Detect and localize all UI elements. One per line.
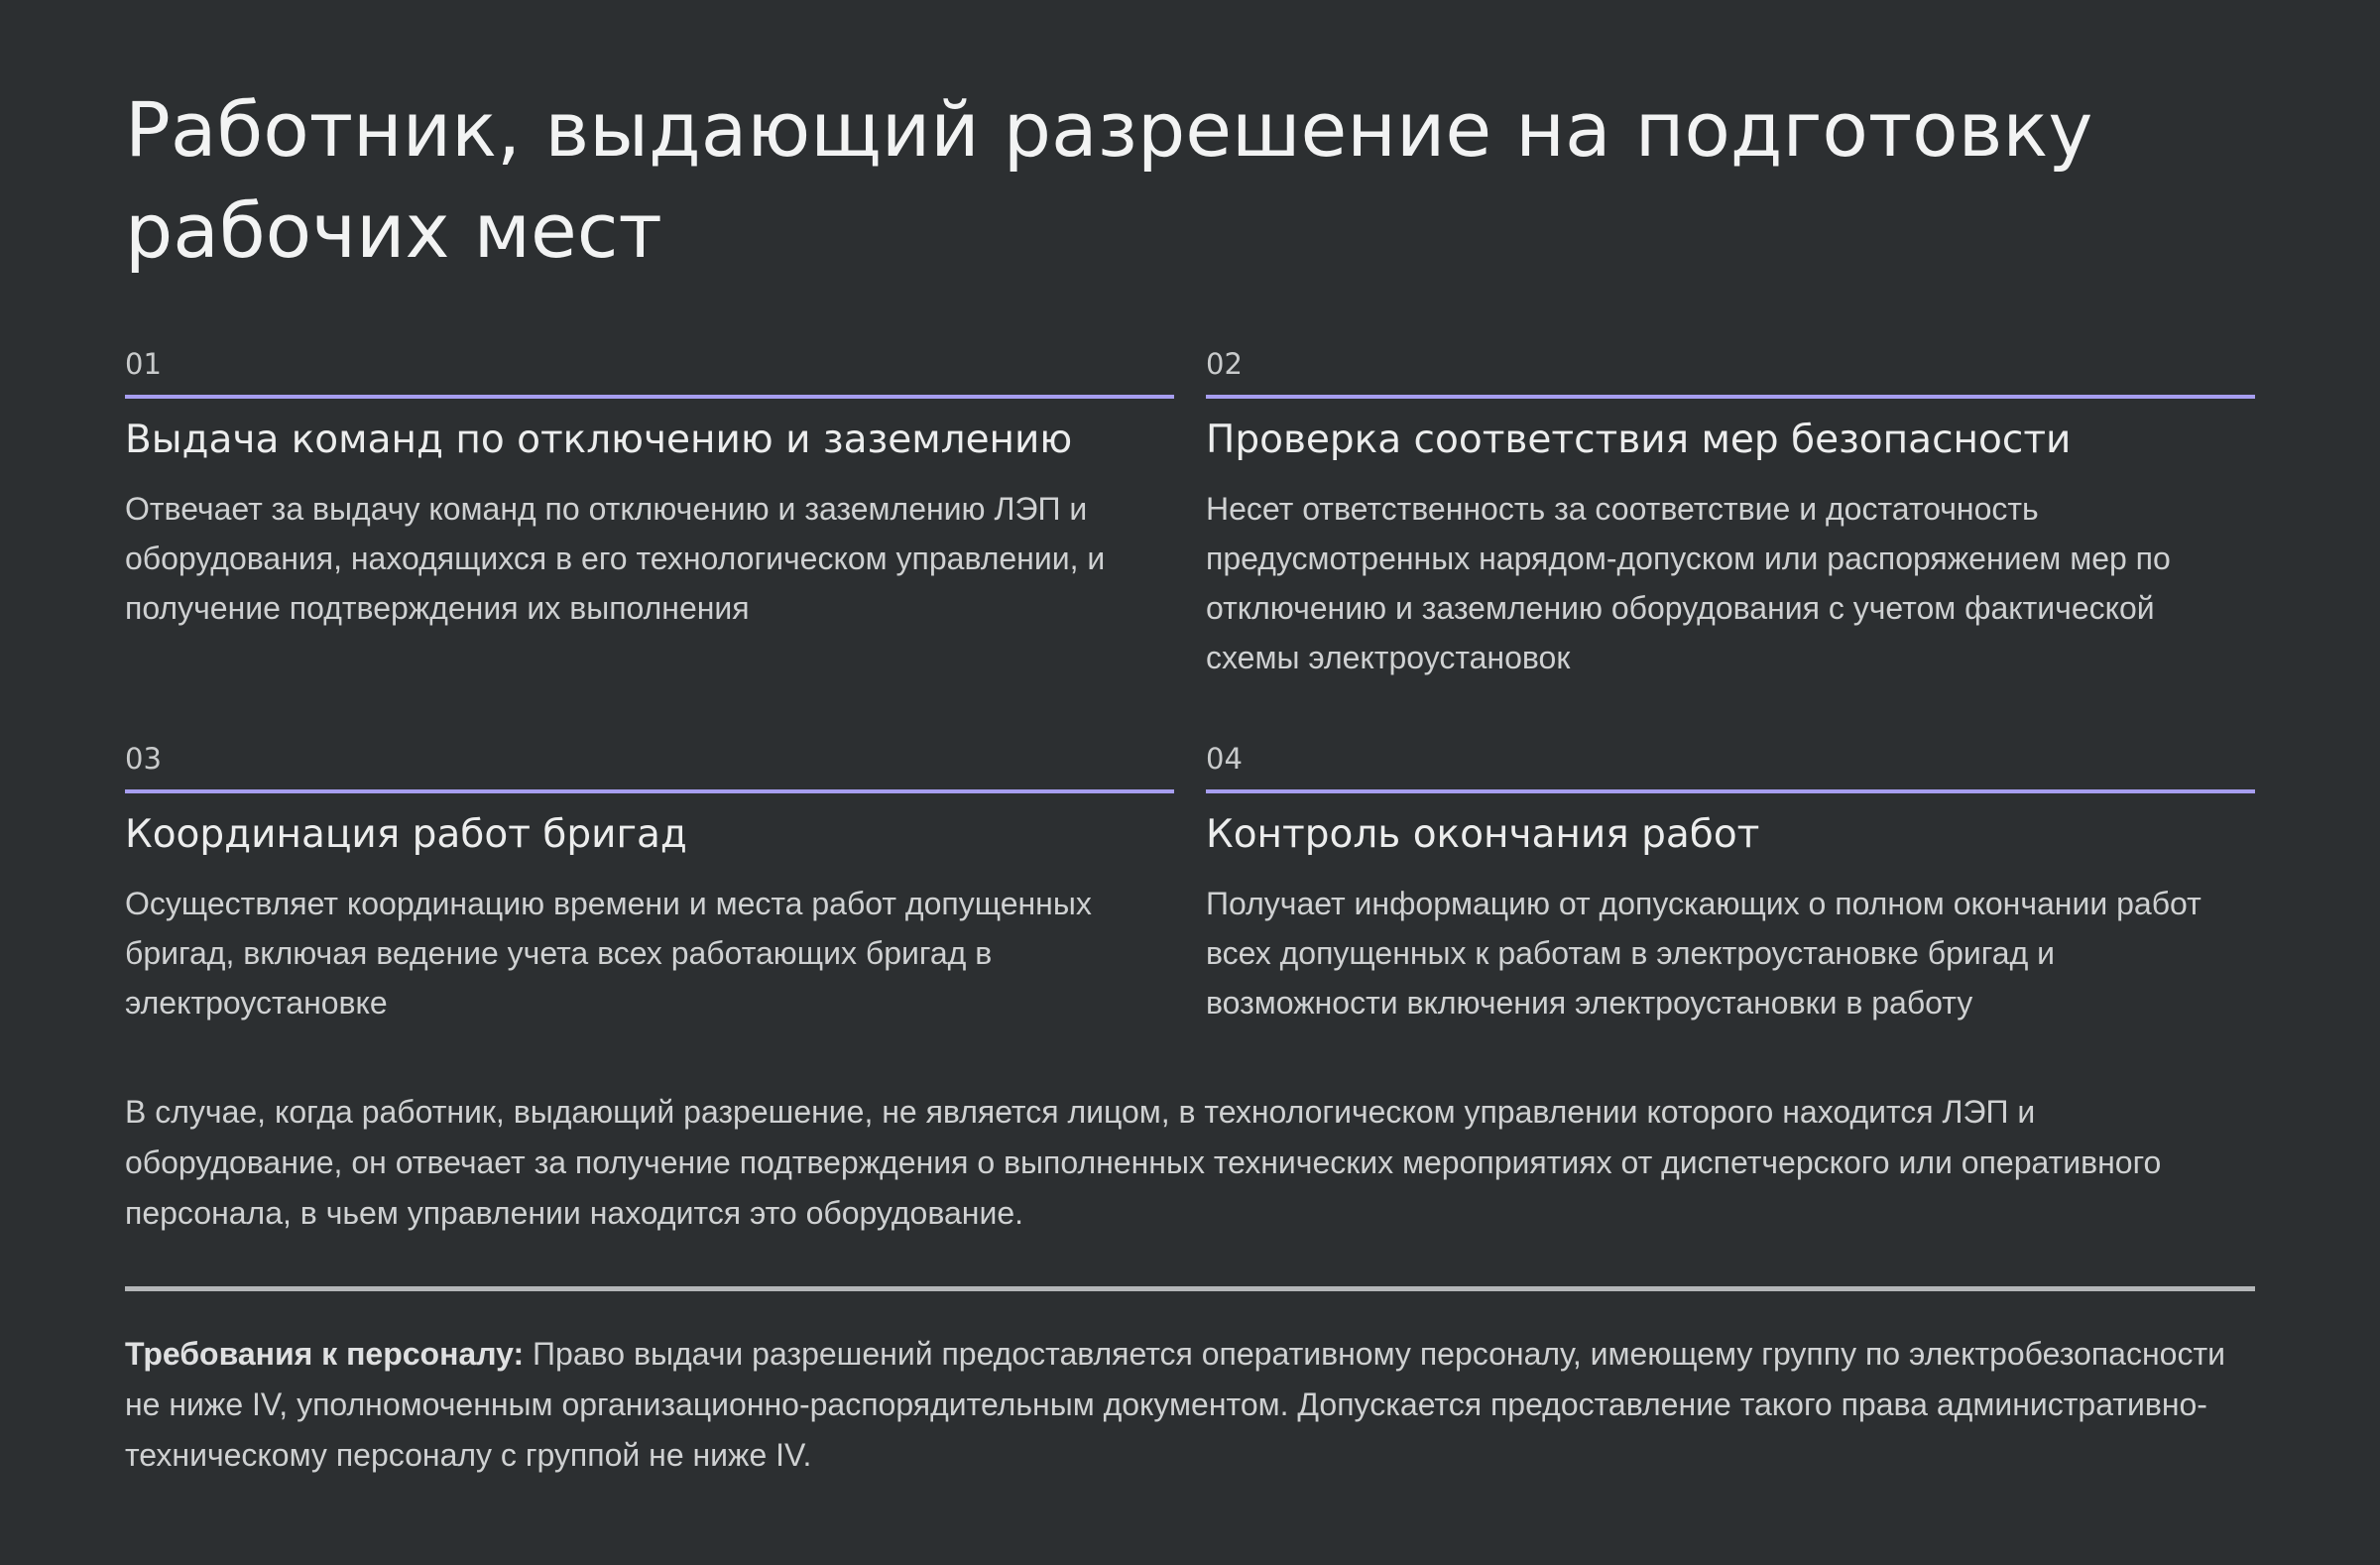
card-accent-rule <box>125 395 1174 399</box>
card-number: 02 <box>1206 347 1243 381</box>
card-text: Осуществляет координацию времени и места работ допущенных бригад, включая ведение учета всех работающих бригад в электроустановке <box>125 886 1092 1021</box>
card-number: 03 <box>125 742 162 776</box>
card-text: Отвечает за выдачу команд по отключению и заземлению ЛЭП и оборудования, находящихся в его технологическом управлении, и получение подтверждения их выполнения <box>125 491 1106 626</box>
note-paragraph: В случае, когда работник, выдающий разрешение, не является лицом, в технологическом управлении которого находится ЛЭП и оборудование, он отвечает за получение подтверждения о выполненных технических мероприятиях от диспетчерского или оперативного персонала, в чьем управлении находится это оборудование. <box>125 1094 2162 1231</box>
card-accent-rule <box>1206 789 2255 793</box>
card-number: 01 <box>125 347 162 381</box>
requirements-label: Требования к персоналу: <box>125 1336 525 1372</box>
card-text: Несет ответственность за соответствие и достаточность предусмотренных нарядом-допуском или распоряжением мер по отключению и заземлению оборудования с учетом фактической схемы электроустановок <box>1206 491 2171 675</box>
card-heading: Контроль окончания работ <box>1206 812 1760 857</box>
section-divider <box>125 1286 2255 1291</box>
card-heading: Выдача команд по отключению и заземлению <box>125 418 1073 462</box>
card-accent-rule <box>1206 395 2255 399</box>
card-heading: Проверка соответствия мер безопасности <box>1206 418 2072 462</box>
card-heading: Координация работ бригад <box>125 812 687 857</box>
requirements-paragraph <box>125 1329 2257 1481</box>
card-text: Получает информацию от допускающих о полном окончании работ всех допущенных к работам в электроустановке бригад и возможности включения электроустановки в работу <box>1206 886 2202 1021</box>
card-number: 04 <box>1206 742 1243 776</box>
requirements-text: Право выдачи разрешений предоставляется оперативному персоналу, имеющему группу по электробезопасности не ниже IV, уполномоченным организационно-распорядительным документом. Допускается предоставление такого права административно-техническому персоналу с группой не ниже IV. <box>125 1336 2225 1473</box>
card-accent-rule <box>125 789 1174 793</box>
page-title: Работник, выдающий разрешение на подготовку рабочих мест <box>125 85 2093 275</box>
